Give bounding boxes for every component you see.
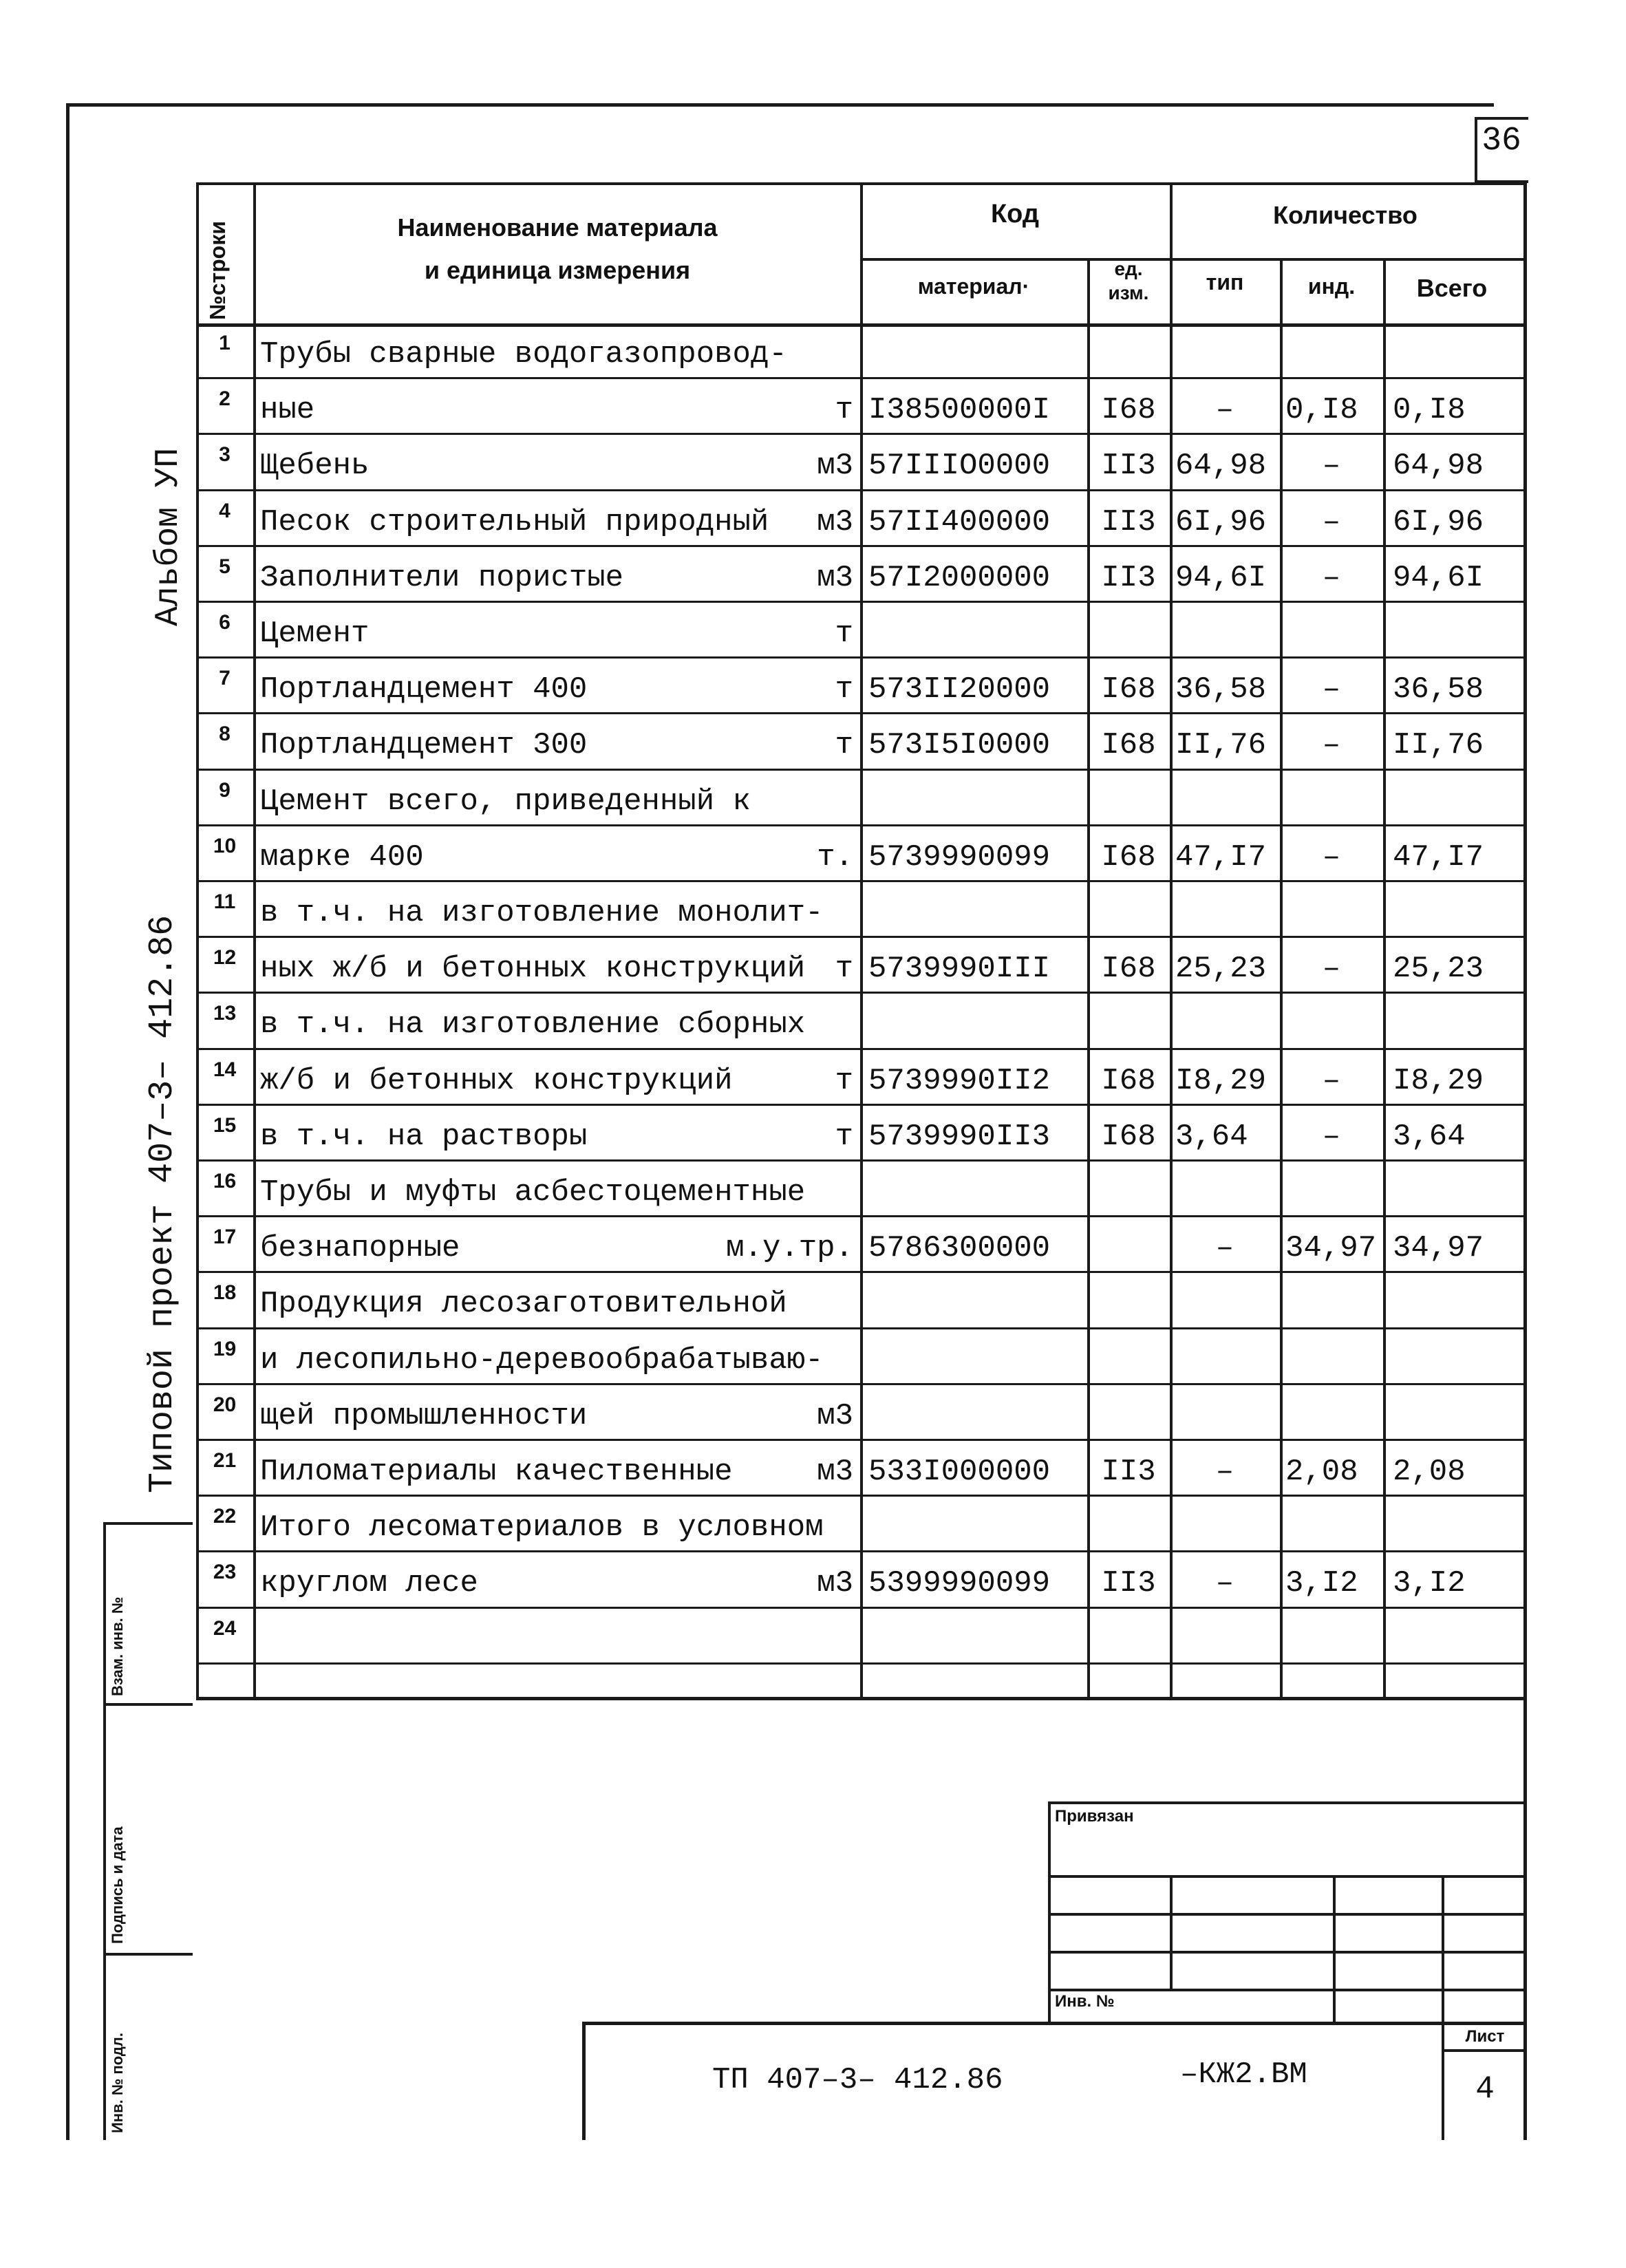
row-code: 57I2000000	[868, 561, 1051, 595]
row-unit-code: I68	[1101, 952, 1156, 986]
tb-h4	[1048, 1989, 1526, 1991]
row-name: Песок строительный природный	[260, 505, 769, 539]
row-total-qty: 6I,96	[1393, 505, 1484, 539]
row-number: 17	[213, 1226, 237, 1248]
table-row-line	[196, 769, 1526, 771]
row-unit: м.у.тр.	[726, 1231, 853, 1265]
row-code: 57IIIO0000	[868, 449, 1051, 483]
row-unit: т	[835, 728, 853, 762]
row-ind-qty: 2,08	[1285, 1455, 1358, 1489]
tb-designation: ТП 407–3– 412.86	[712, 2063, 1003, 2097]
row-number: 15	[213, 1114, 237, 1137]
tb-v3	[1442, 1875, 1444, 2022]
table-row-line	[196, 824, 1526, 826]
row-number: 3	[219, 443, 231, 466]
row-total-qty: 34,97	[1393, 1231, 1484, 1265]
row-ind-qty: –	[1322, 561, 1341, 595]
row-name: Продукция лесозаготовительной	[260, 1287, 787, 1321]
header-unit-line2: изм.	[1108, 282, 1149, 303]
row-name: Щебень	[260, 449, 370, 483]
row-unit-code: I68	[1101, 728, 1156, 762]
tb-h2	[1048, 1913, 1526, 1916]
row-number: 10	[213, 835, 237, 857]
tb-v1	[1170, 1875, 1173, 1989]
row-name: ж/б и бетонных конструкций	[260, 1064, 733, 1098]
row-unit: т	[835, 617, 853, 651]
row-number: 21	[213, 1449, 237, 1472]
row-number: 22	[213, 1505, 237, 1528]
grid-v-right	[1523, 182, 1526, 1697]
row-unit-code: I68	[1101, 1120, 1156, 1154]
stamp-sign: Подпись и дата	[109, 1826, 126, 1944]
table-row-line	[196, 1607, 1526, 1609]
row-number: 19	[213, 1338, 237, 1360]
table-row-line	[196, 1439, 1526, 1441]
header-material: материал·	[917, 274, 1030, 299]
table-row-line	[196, 712, 1526, 714]
row-ind-qty: –	[1322, 505, 1341, 539]
row-unit-code: I68	[1101, 393, 1156, 427]
row-total-qty: 3,I2	[1393, 1566, 1466, 1601]
row-code: 5739990III	[868, 952, 1051, 986]
table-row-line	[196, 1215, 1526, 1217]
row-number: 20	[213, 1393, 237, 1416]
row-code: 5739990II2	[868, 1064, 1051, 1098]
row-type-qty: 6I,96	[1175, 505, 1267, 539]
row-total-qty: 64,98	[1393, 449, 1484, 483]
page-number: 36	[1481, 122, 1521, 160]
row-total-qty: I8,29	[1393, 1064, 1484, 1098]
row-type-qty: –	[1215, 393, 1234, 427]
row-name: ные	[260, 393, 315, 427]
row-ind-qty: –	[1322, 1064, 1341, 1098]
tb-main-left	[582, 2022, 586, 2140]
row-unit: т	[835, 672, 853, 707]
table-row-line	[196, 1271, 1526, 1273]
row-type-qty: 64,98	[1175, 449, 1267, 483]
tb-main-top	[582, 2022, 1526, 2025]
header-code: Код	[990, 200, 1040, 228]
frame-top	[66, 103, 1494, 107]
row-ind-qty: –	[1322, 728, 1341, 762]
album-label: Альбом УП	[150, 447, 187, 626]
row-number: 4	[219, 500, 231, 522]
row-type-qty: 94,6I	[1175, 561, 1267, 595]
tb-sheet-number: 4	[1475, 2071, 1495, 2107]
row-code: 573II20000	[868, 672, 1051, 707]
row-number: 18	[213, 1281, 237, 1304]
row-number: 16	[213, 1170, 237, 1192]
table-row-line	[196, 936, 1526, 938]
row-unit: т	[835, 1064, 853, 1098]
tb-h3	[1048, 1951, 1526, 1954]
row-number: 24	[213, 1617, 237, 1640]
header-row-no: №строки	[205, 221, 230, 320]
row-unit-code: I68	[1101, 1064, 1156, 1098]
row-name: Заполнители пористые	[260, 561, 624, 595]
page-box-top	[1475, 117, 1528, 120]
row-unit: м3	[817, 449, 853, 483]
row-unit: т	[835, 952, 853, 986]
row-ind-qty: –	[1322, 449, 1341, 483]
row-ind-qty: –	[1322, 952, 1341, 986]
row-total-qty: 94,6I	[1393, 561, 1484, 595]
grid-header-mid	[860, 258, 1526, 261]
tb-top	[1048, 1801, 1526, 1804]
grid-v-name	[253, 182, 256, 1697]
row-code: 533I000000	[868, 1455, 1051, 1489]
row-unit: т	[835, 1120, 853, 1154]
row-total-qty: 25,23	[1393, 952, 1484, 986]
grid-v-total	[1383, 258, 1386, 1697]
row-unit-code: II3	[1101, 561, 1156, 595]
row-name: марке 400	[260, 840, 424, 875]
table-row-line	[196, 656, 1526, 659]
row-type-qty: 36,58	[1175, 672, 1267, 707]
row-code: 5739990099	[868, 840, 1051, 875]
row-name: и лесопильно-деревообрабатываю-	[260, 1343, 824, 1378]
row-type-qty: –	[1215, 1566, 1234, 1601]
row-number: 7	[219, 667, 231, 689]
row-unit-code: I68	[1101, 840, 1156, 875]
row-type-qty: 3,64	[1175, 1120, 1248, 1154]
row-name: в т.ч. на изготовление монолит-	[260, 896, 824, 930]
table-row-line	[196, 433, 1526, 435]
header-name-line1: Наименование материала	[397, 213, 718, 242]
tb-inv-no: Инв. №	[1055, 1992, 1115, 2011]
row-type-qty: –	[1215, 1455, 1234, 1489]
grid-v-code	[860, 182, 863, 1697]
row-number: 6	[219, 611, 231, 634]
row-unit: м3	[817, 1455, 853, 1489]
table-row-line	[196, 377, 1526, 379]
row-ind-qty: –	[1322, 1120, 1341, 1154]
row-unit-code: II3	[1101, 1455, 1156, 1489]
row-name: Цемент всего, приведенный к	[260, 784, 751, 819]
row-code: 5786300000	[868, 1231, 1051, 1265]
row-name: Трубы сварные водогазопровод-	[260, 337, 787, 372]
row-ind-qty: 0,I8	[1285, 393, 1358, 427]
row-unit: м3	[817, 505, 853, 539]
row-number: 1	[219, 332, 231, 354]
table-row-line	[196, 1104, 1526, 1106]
row-type-qty: I8,29	[1175, 1064, 1267, 1098]
row-code: 57II400000	[868, 505, 1051, 539]
row-number: 9	[219, 779, 231, 802]
row-total-qty: II,76	[1393, 728, 1484, 762]
table-row-line	[196, 1495, 1526, 1497]
frame-left	[66, 103, 69, 2140]
row-name: круглом лесе	[260, 1566, 478, 1601]
row-type-qty: –	[1215, 1231, 1234, 1265]
table-row-line	[196, 880, 1526, 882]
table-row-line	[196, 992, 1526, 994]
table-row-line	[196, 545, 1526, 547]
tb-privyazan: Привязан	[1055, 1807, 1134, 1826]
table-row-line	[196, 1662, 1526, 1665]
header-quantity: Количество	[1273, 201, 1418, 229]
row-number: 23	[213, 1561, 237, 1583]
row-name: Итого лесоматериалов в условном	[260, 1510, 824, 1545]
tb-doc-code: –КЖ2.ВМ	[1180, 2057, 1307, 2092]
row-total-qty: 47,I7	[1393, 840, 1484, 875]
row-number: 2	[219, 387, 231, 410]
table-row-line	[196, 1327, 1526, 1329]
row-number: 12	[213, 946, 237, 969]
tb-h1	[1048, 1875, 1526, 1878]
row-number: 5	[219, 555, 231, 578]
row-code: 573I5I0000	[868, 728, 1051, 762]
row-unit: м3	[817, 561, 853, 595]
header-total: Всего	[1416, 274, 1488, 302]
table-row-line	[196, 1159, 1526, 1162]
row-type-qty: 25,23	[1175, 952, 1267, 986]
row-number: 8	[219, 723, 231, 745]
row-name: ных ж/б и бетонных конструкций	[260, 952, 806, 986]
row-number: 11	[213, 890, 236, 913]
row-ind-qty: –	[1322, 840, 1341, 875]
row-name: Портландцемент 400	[260, 672, 588, 707]
stamp-col-top	[103, 1522, 193, 1525]
stamp-div-1	[103, 1703, 193, 1706]
project-label: Типовой проект 407–3– 412.86	[143, 914, 182, 1493]
stamp-div-2	[103, 1953, 193, 1956]
table-row-line	[196, 1383, 1526, 1385]
tb-sheet-div	[1442, 2049, 1526, 2052]
row-name: Цемент	[260, 617, 370, 651]
row-ind-qty: –	[1322, 672, 1341, 707]
row-unit-code: I68	[1101, 672, 1156, 707]
row-ind-qty: 34,97	[1285, 1231, 1377, 1265]
row-number: 14	[213, 1058, 237, 1081]
row-code: 5399990099	[868, 1566, 1051, 1601]
row-unit: м3	[817, 1566, 853, 1601]
tb-sheet-label: Лист	[1465, 2027, 1505, 2046]
table-row-line	[196, 1048, 1526, 1050]
row-code: I38500000I	[868, 393, 1051, 427]
row-total-qty: 36,58	[1393, 672, 1484, 707]
row-name: щей промышленности	[260, 1399, 588, 1433]
stamp-col-right	[103, 1522, 106, 2140]
row-name: Трубы и муфты асбестоцементные	[260, 1175, 806, 1210]
row-unit-code: II3	[1101, 505, 1156, 539]
row-name: безнапорные	[260, 1231, 460, 1265]
row-ind-qty: 3,I2	[1285, 1566, 1358, 1601]
row-unit: т	[835, 393, 853, 427]
row-total-qty: 0,I8	[1393, 393, 1466, 427]
table-row-line	[196, 601, 1526, 603]
row-total-qty: 3,64	[1393, 1120, 1466, 1154]
row-name: в т.ч. на изготовление сборных	[260, 1007, 806, 1042]
table-row-line	[196, 1550, 1526, 1552]
row-type-qty: 47,I7	[1175, 840, 1267, 875]
tb-v2	[1333, 1875, 1336, 2022]
header-type: тип	[1206, 270, 1244, 295]
row-unit-code: II3	[1101, 449, 1156, 483]
row-name: Портландцемент 300	[260, 728, 588, 762]
row-unit-code: II3	[1101, 1566, 1156, 1601]
row-code: 5739990II3	[868, 1120, 1051, 1154]
stamp-inv-podl: Инв. № подл.	[109, 2033, 126, 2133]
table-row-line	[196, 489, 1526, 491]
row-name: в т.ч. на растворы	[260, 1120, 588, 1154]
grid-bottom	[196, 1697, 1524, 1700]
header-unit-line1: ед.	[1114, 258, 1143, 279]
row-number: 13	[213, 1002, 237, 1025]
row-total-qty: 2,08	[1393, 1455, 1466, 1489]
row-unit: м3	[817, 1399, 853, 1433]
header-individual: инд.	[1307, 274, 1356, 299]
row-type-qty: II,76	[1175, 728, 1267, 762]
row-unit: т.	[817, 840, 853, 875]
header-name-line2: и единица измерения	[424, 256, 691, 284]
stamp-vzam: Взам. инв. №	[109, 1596, 126, 1696]
row-name: Пиломатериалы качественные	[260, 1455, 733, 1489]
